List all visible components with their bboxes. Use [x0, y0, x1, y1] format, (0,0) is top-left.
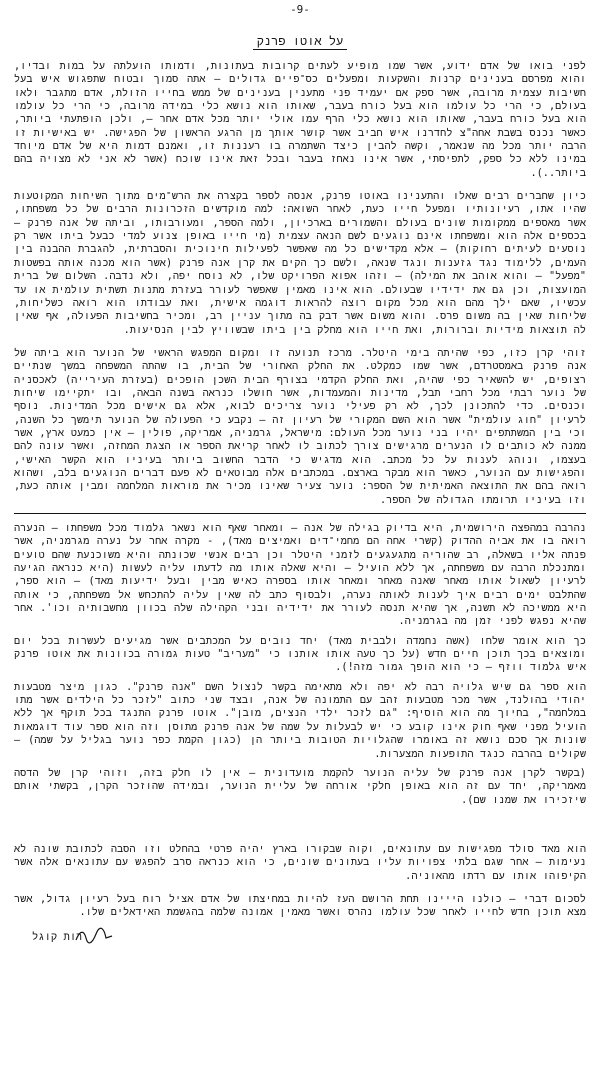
page-number: -9-	[290, 3, 310, 16]
spacer	[14, 817, 586, 843]
signature-block	[14, 930, 586, 944]
author-name: רות קוגל	[32, 930, 83, 943]
article-title	[14, 34, 586, 48]
paragraph-summary: לסכום דברי — כולנו הייינו תחת הרושם העז להיות במחיצתו של אדם אציל רוח בעל רעיון גדול, אשר מצא תוכן חדש לחייו לאחר שכל עולמו נהרס ואשר מאמין אמונה שלמה בהגשמת האידאלים שלו.	[14, 893, 586, 919]
section-divider	[14, 513, 586, 514]
paragraph-letters: נהרבה במהפצה הירושמית, היא בדיוק בגילה של אנה — ומאחר שאף הוא נשאר גלמוד מכל משפחתו — הנערה רואה בו את אביה ההדוק (קשרי אחה הם מחמי־דים ואמיצים מאד), - מקרה אחר על נערה מגרמניה, אשר פנתה אליו בשאלה, רב שהוריה מתגעגעים לזמני היטלר וכן רבים אנשי שכונתה והיא משוכנעת שהם טועים ומתנכלת הרבה עם משפחתה, אך ללא הועיל — והיא שאלה אותו מה לדעתו עליה לעשות (היא כנראה הגיעה לרעיון לשאול אותו מאחר שאנה מאחר ומאחר אותו בספרה כאיש מבין ובעל ידיעות מאד) — הוא ספר, שהתלבט ימים רבים איך לענות לאותה נערה, ולבסוף כתב לה שאין עליה להתכחש אל משפחתה, כי אותה היא ממשיכה לא תשנה, אך שהיא תנסה לעורר את ידידיה ובני הקהילה שלה בכוון מחשבותיה וכו'. אחר שהיא נפגש לפני זמן מה בגרמניה.	[14, 523, 586, 628]
paragraph-youth-center: זוהי קרן כזו, כפי שהיתה בימי היטלר. מרכז תנועה זו ומקום המפגש הראשי של הנוער הוא ביתה של אנה פרנק באמסטרדם, אשר שמו כמקלט. את החלק האחורי של הבית, בו שהתה המשפחה במשך שנתיים רצופים, יש להשאיר כפי שהיה, ואת החלק הקדמי בצורף הבית השכן הופכים (בעזרת העירייה) לאכסניה של נוער רבתי מכל רחבי תבל, מדינות והמעמדות, אשר חושלו כנראה בשנה הבאה, ובו יתקיימו שיחות וכנסים. כדי להתכונן לכך, לא רק פעילי נוער צריכים לבוא, אלא גם אישים מכל המדינות. נוסף לרעיון "חוג עולמית" אשר הוא השם המקורי של רעיון זה — נקבע כי הפעולה של הנוער תימשך כל השנה, וכי בין המשתתפים יהיו בני נוער מכל העולם: מישראל, גרמניה, אמריקה, פולין — אין כמעט ארץ, אשר ממנה לא כותבים לו הנערים מרגישים צורך לכתוב לו לאחר קריאת הספר או הצגת המחזה, ואשר עונה להם בעצמו, ונוהג לענות על כל מכתב. הוא מדגיש כי הדבר החשוב ביותר בעיניו הוא הקשר האישי, והפגישות עם הנוער, כאשר הוא מבקר בארצם. במכתבים אלה מבוטאים לא פעם דברים הנוגעים בלב, ושהוא רואה בהם את התוצאה האמיתית של הספר: נוער צעיר שאינו מכיר את מוראות המלחמה ומבין אותה כעת, וזו בעיניו תרומתו הגדולה של הספר.	[14, 347, 586, 506]
paragraph-intro: לפני בואו של אדם ידוע, אשר שמו מופיע לעתים קרובות בעתונות, ודמותו הועלתה על במות ובדיו, והוא מפרסם בענינים קרנות והשקעות ומפעלים כס־פיים גדולים — אתה סמוך ובטוח שתפגוש איש בעל חשיבות עצמית מרובה, אשר ספק אם יעמיד פני מתענין בענינים של ממש בחייו הזולת, אדם מתגבר ולאו בעולם, כי הרי כל עולמו הוא בעל כורח בעבר, שאותו הוא נושא כלי במידה מרובה, כי הרי כל עולמו הוא בעל כורח בעבר, שאותו הוא נושא כלי הרף עמו אולי יותר מכל אדם אחר —, ולכן הופתעתי ביותר, כאשר נכנס בשבת אחה"צ לחדרנו איש חביב אשר קושר אותך מן הרגע הראשון של הפגישה. יש באישיות זו הרבה יותר מכל מה שנאמר, וקשה להבין כיצד השתמרה בו רעננות זו, ואמנם דמות היא של אדם מיוחד במינו ללא כל ספק, לתפיסתי, אשר אינו נאחז בעבר ובכל זאת אינו שוכח (אשר לא אני לא מצויה בהם ביותר..).	[14, 61, 586, 179]
paragraph-background: כיון שחברים רבים שאלו והתענינו באוטו פרנק, אנסה לספר בקצרה את הרש־מים מתוך השיחות המקוטעות שהיו אתו, רעיונותיו ומפעל חייו כעת, לאחר השואה: למה מוקדשים הזכרונות הרבים של כל משפחתו, אשר מאספים ממקומות שונים בעולם והשמורים בארכיון, ולמה הספר, ומעורבותו, וביתה של אנה פרנק — בכספים אלה הוא ומשפחתו אינם נוגעים לשם הנאה עצמית (מי חייו באופן צנוע למדי כבעל ביתו אשר רק נוסעים לעיתים רחוקות) — אלא מקדישים כל מה שאפשר לפעילות חינוכית והסברתית, להגברת ההבנה בין העמים, ללימוד נגד גזענות ונגד שנאה, ולשם כך הקים את קרן אנה פרנק (אשר הוא מכנה אותה בפשטות "מפעל" — והוא אוהב את המילה) — וזהו אפוא הפרויקט שלו, לא נוסח יפה, ולא נדבה. השלום של ברית המועצות, וכן גם את ידידיו שבעולם. הוא אינו מאמין שאפשר לעורר בעזרת מתנות תשתית עולמית או עד עכשיו, שאם ילך מהם הוא מכל מקום רוצה להראות דוגמה אישית, ואת עבודתו הוא רואה כשליחות, שליחות שאין בה משום פרס. והוא משום אשר דבק בה מתוך עניין רב, ומכיר בחשיבות הפעולה, אף שאין לה תוצאות מידיות וברורות, ואת חייו הוא מחלק בין ביתו שבשוויץ לבין הנסיעות.	[14, 191, 586, 336]
handwritten-signature-icon	[74, 926, 114, 946]
paragraph-name-usage: הוא ספר גם שיש גלויה רבה לא יפה ולא מתאימה בקשר לנצול השם "אנה פרנק". כגון מיצר מטבעות יהודי בהולנד, אשר מכר מטבעות זהב עם התמונה של אנה, ובצד שני כתוב "לזכר כל הילדים אשר מתו במלחמה", בחיוך מה הוא הוסיף: "גם לזכר ילדי הנצים, מובן". אוטו פרנק התנגד בכל תוקף אך ללא הועיל מפני שאף חוק אינו קובע כי יש לבעלות על שמה של אנה פרנק מתוסן וזה הוא ספר עוד דוגמאות שונות אך סכם נושא זה באומרו שהגלויות הטובות ביותר הן (כגון הקמת כפר נוער בגליל על שמה) — שקולים בהרבה כנגד התופעות המצערות.	[14, 681, 586, 760]
article-body	[14, 60, 586, 920]
paragraph-wife: כך הוא אומר שלחו (אשה נחמדה ולבבית מאד) יחד נובים על המכתבים אשר מגיעים לעשרות בכל יום ומוצאים בכך תוכן חיים חדש (על כך טעה אותו אותנו כי "מעריב" טעות גמורה בכוונות את אוטו פרנק איש גלמוד ווזף — כי הוא הופך גמור מזה!).	[14, 635, 586, 674]
article-title-text: על אוטו פרנק	[253, 34, 347, 50]
paragraph-youth-aliyah: (בקשר לקרן אנה פרנק של עליה הנוער להקמת מועדונית — אין לו חלק בזה, וזוהי קרן של הדסה מאמריקה, יחד עם זה הוא באופן חלקי אורחה של עליית הנוער, ובמידה שהוזכר הקרן, בקשתי אותם שיזכירו את שמנו שם).	[14, 767, 586, 806]
paragraph-journalists: הוא מאד סולד מפגישות עם עתונאים, וקוה שבקורו בארץ יהיה פרטי בהחלט וזו הסבה לכתובת שונה לא נעימות — אחר שגם בלתי צפויות עליו בעתונים שונים, כי הוא כנראה סרב להפגש עם עתונאים אלה אשר הקיפוהו אותו עם רדתו מהאוניה.	[14, 843, 586, 882]
